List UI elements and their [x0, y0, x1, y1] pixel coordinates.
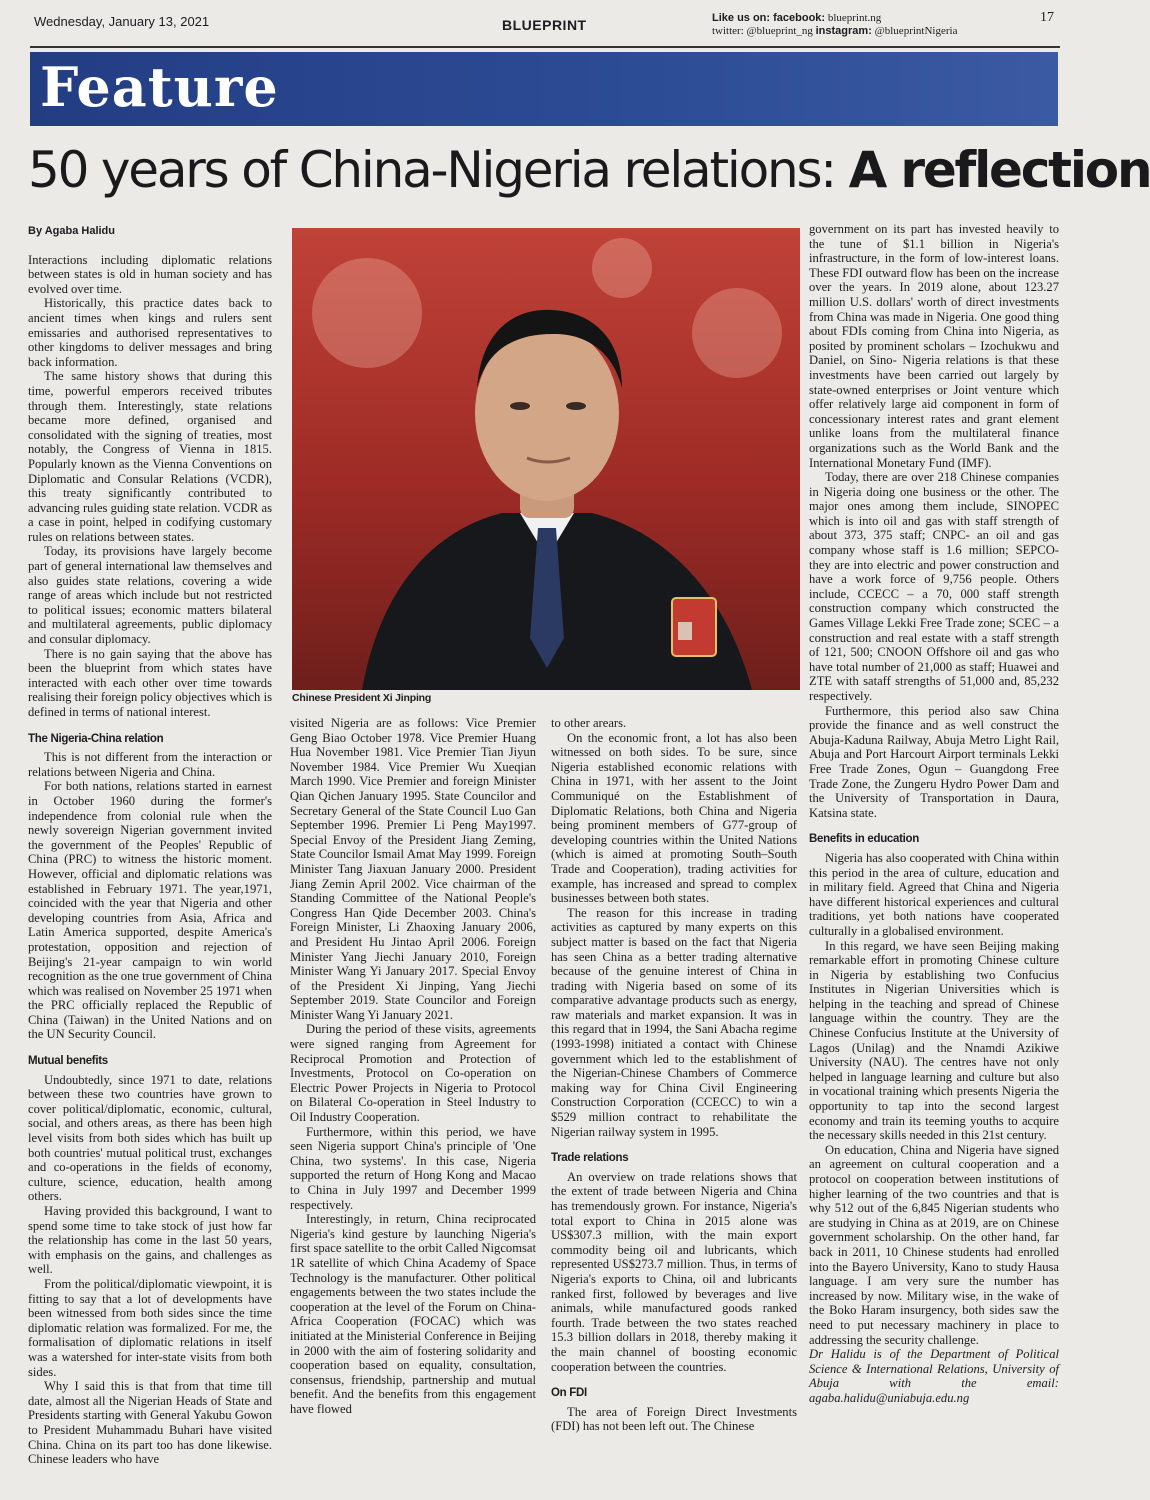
- paragraph: This is not different from the interaction or relations between Nigeria and China.: [28, 750, 272, 779]
- issue-date: Wednesday, January 13, 2021: [34, 14, 210, 29]
- paragraph: There is no gain saying that the above has been the blueprint from which states have interacted with each other over time towards realising their foreign policy objectives which is defined in terms of national interest.: [28, 646, 272, 719]
- subheading: Benefits in education: [809, 833, 919, 846]
- paragraph: Having provided this background, I want to spend some time to take stock of just how far the relationship has come in the last 50 years, with emphasis on the gains, and challenges as well.: [28, 1204, 272, 1277]
- article-column-4: [809, 222, 1059, 1406]
- article-column-2: [290, 716, 536, 1417]
- portrait-illustration: [292, 228, 800, 690]
- masthead-rule: [30, 46, 1060, 48]
- article-column-3: [551, 716, 797, 1434]
- paragraph: In this regard, we have seen Beijing making remarkable effort in promoting Chinese culture in Nigeria by establishing two Confucius Institutes in Nigerian Universities which is helping in the teaching and spread of Chinese language within the country. They are the Chinese Confucius Institute at the University of Lagos (Unilag) and the Nnamdi Azikiwe University (NAU). The centres have not only helped in language learning and culture but also in vocational training which presents Nigeria the opportunity to tap into the second largest economy and train its teeming youths to acquire the necessary skills needed in this 21st century.: [809, 938, 1059, 1143]
- paragraph: Today, its provisions have largely become part of general international law themselves and also guides state relations, covering a wide range of areas which include but not restricted to political issues; economic matters bilateral and multilateral agreements, public diplomacy and consular diplomacy.: [28, 544, 272, 647]
- paragraph: Why I said this is that from that time till date, almost all the Nigerian Heads of State and Presidents starting with General Yakubu Gowon to President Muhammadu Buhari have visited China. China on its part too has done likewise. Chinese leaders who have: [28, 1379, 272, 1467]
- paragraph: For both nations, relations started in earnest in October 1960 during the former's independence from colonial rule when the newly sovereign Nigerian government invited the government of the Peoples' Republic of China (PRC) to witness the historic moment. However, official and diplomatic relations was established in February 1971. The year,1971, coincided with the year that Nigeria and other developing countries from Asia, Africa and Latin America supported, despite America's protestation, opposition and rejection of Beijing's 21-year campaign to win world recognition as the one true government of China which was realised on November 25 1971 when the PRC officially replaced the Republic of China (Taiwan) in the United Nations and on the UN Security Council.: [28, 779, 272, 1042]
- president-photo: [292, 228, 800, 690]
- facebook-label: Like us on: facebook:: [712, 12, 826, 24]
- paragraph: Undoubtedly, since 1971 to date, relations between these two countries have grown to cover political/diplomatic, economic, cultural, social, and others areas, as there has been high level visits from both sides which has built up both countries' mutual political trust, exchanges and co-operations in the fields of economy, culture, science, education, health among others.: [28, 1072, 272, 1204]
- newspaper-name: BLUEPRINT: [502, 17, 587, 33]
- twitter-label: twitter:: [712, 25, 744, 37]
- subheading: Mutual benefits: [28, 1055, 108, 1068]
- section-banner: [30, 52, 1058, 126]
- section-title: Feature: [40, 55, 279, 119]
- paragraph: Nigeria has also cooperated with China within this period in the area of culture, education and in military field. Agreed that China and Nigeria have different historical experiences and cultural traditions, yet both nations have cooperated culturally in a globalised environment.: [809, 850, 1059, 938]
- byline: By Agaba Halidu: [28, 225, 115, 237]
- subheading: Trade relations: [551, 1152, 629, 1165]
- subheading: The Nigeria-China relation: [28, 732, 164, 745]
- paragraph: visited Nigeria are as follows: Vice Premier Geng Biao October 1978. Vice Premier Huang Hua November 1981. Vice Premier Tian Jiyun November 1984. Vice Premier Wu Xueqian March 1990. Vice Premier and foreign Minister Qian Qichen January 1995. State Councilor and Secretary General of the State Council Luo Gan September 1996. Premier Li Peng May1997. Special Envoy of the President Jiang Zeming, State Councilor Ismail Amat May 1999. Foreign Minister Tang Jiaxuan January 2000. President Jiang Zemin April 2002. Vice chairman of the Standing Committee of the National People's Congress Han Qide December 2003. China's Foreign Minister, Li Zhaoxing January 2006, and President Hu Jintao April 2006. Foreign Minister Yang Jiechi January 2010, Foreign Minister Wang Yi January 2017. Special Envoy of the President Xi Jinping, Yang Jiechi September 2019. State Councilor and Foreign Minister Wang Yi January 2021.: [290, 716, 536, 1022]
- paragraph: Interestingly, in return, China reciprocated Nigeria's kind gesture by launching Nigeria's first space satellite to the orbit Called Nigcomsat 1R satellite of which China Academy of Space Technology is the manufacturer. Other political engagements between the two states include the cooperation at the level of the Forum on China-Africa Cooperation (FOCAC) which was initiated at the Ministerial Conference in Beijing in 2000 with the aim of fostering solidarity and cooperation based on equality, consultation, consensus, friendship, partnership and mutual benefit. And the benefits from this engagement have flowed: [290, 1212, 536, 1416]
- paragraph: On the economic front, a lot has also been witnessed on both sides. To be sure, since Nigeria established economic relations with China in 1971, with her assent to the Joint Communiqué on the Establishment of Diplomatic Relations, both China and Nigeria being prominent members of G77-group of developing countries within the United Nations (which is aimed at promoting South–South Trade and Cooperation), trading activities for example, has increased and spread to complex businesses between both states.: [551, 730, 797, 906]
- subheading: On FDI: [551, 1387, 587, 1400]
- paragraph: Historically, this practice dates back to ancient times when kings and rulers sent emissaries and authorised representatives to other kingdoms to deliver messages and bring back information.: [28, 296, 272, 369]
- headline: [28, 134, 1150, 206]
- paragraph: Today, there are over 218 Chinese companies in Nigeria doing one business or the other. The major ones among them include, SINOPEC which is into oil and gas with staff strength of about 373, 375 staff; CNPC- an oil and gas company whose staff is 1.6 million; SEPCO- they are into electric and power construction and have a work force of 9,756 people. Others include, CCECC – a 70, 000 staff strength construction company which constructed the Games Village Lekki Free Trade zone; SCEC – a construction and real estate with a staff strength of 121, 500; CNOON Offshore oil and gas who have total number of 21,000 as staff; Huawei and ZTE with sataff strengths of 51,000 and, 85,232 respectively.: [809, 470, 1059, 703]
- paragraph: Furthermore, this period also saw China provide the finance and as well construct the Abuja-Kaduna Railway, Abuja Metro Light Rail, Abuja and Port Harcourt Airport terminals Lekki Free Trade Zones, Ogun – Guangdong Free Trade Zone, the Zungeru Hydro Power Dam and the University of Transportation in Daura, Katsina state.: [809, 703, 1059, 820]
- article-column-1: [28, 224, 272, 1467]
- paragraph: During the period of these visits, agreements were signed ranging from Agreement for Reciprocal Promotion and Protection of Investments, Protocol on Co-operation on Electric Power Projects in Nigeria to Protocol on Bilateral Co-operation in Steel Industry to Oil Industry Cooperation.: [290, 1022, 536, 1125]
- social-links: [712, 12, 957, 38]
- author-bio: Dr Halidu is of the Department of Political Science & International Relations, University of Abuja with the email: agaba.halidu@uniabuja.edu.ng: [809, 1347, 1059, 1405]
- photo-caption: Chinese President Xi Jinping: [292, 692, 432, 704]
- headline-main: 50 years of China-Nigeria relations:: [28, 141, 849, 199]
- facebook-handle: blueprint.ng: [827, 12, 882, 24]
- paragraph: Interactions including diplomatic relations between states is old in human society and has evolved over time.: [28, 252, 272, 296]
- paragraph: The same history shows that during this time, powerful emperors received tributes through them. Interestingly, state relations became more defined, organised and consolidated with the signing of treaties, most notably, the Congress of Vienna in 1815. Popularly known as the Vienna Conventions on Diplomatic and Consular Relations (VCDR), this treaty significantly contributed to advancing rules guiding state relation. VCDR as a case in point, helped in codifying customary rules on relations between states.: [28, 369, 272, 544]
- paragraph: government on its part has invested heavily to the tune of $1.1 billion in Nigeria's infrastructure, in the form of low-interest loans. These FDI outward flow has been on the increase over the years. In 2019 alone, about 123.27 million U.S. dollars' worth of direct investments from China was made in Nigeria. One good thing about FDIs coming from China into Nigeria, as posited by prominent scholars – Izochukwu and Daniel, on Sino- Nigeria relations is that these investments have been carried out largely by state-owned enterprises or Joint venture which offer relatively large aid component in form of concessionary interest rates and grant element unlike loans from the multilateral finance organizations such as the World Bank and the International Monetary Fund (IMF).: [809, 222, 1059, 470]
- instagram-handle: @blueprintNigeria: [874, 25, 958, 37]
- paragraph: Furthermore, within this period, we have seen Nigeria support China's principle of 'One China, two systems'. In this case, Nigeria supported the return of Hong Kong and Macao to China in July 1997 and December 1999 respectively.: [290, 1124, 536, 1212]
- paragraph: to other arears.: [551, 716, 627, 730]
- headline-emphasis: A reflection: [848, 141, 1150, 199]
- paragraph: On education, China and Nigeria have signed an agreement on cultural cooperation and a protocol on cooperation between institutions of higher learning of the two countries and that is why 512 out of the 6,845 Nigerian students who are studying in China as at 2019, are on Chinese government scholarship. On the other hand, far back in 2011, 10 Chinese students had enrolled into the Bayero University, Kano to study Hausa language. I am very sure the number has increased by now. Military wise, in the wake of the Boko Haram insurgency, both sides saw the need to put necessary machinery in place to addressing the security challenge.: [809, 1142, 1059, 1347]
- paragraph: An overview on trade relations shows that the extent of trade between Nigeria and China has tremendously grown. For instance, Nigeria's total export to China in 2015 alone was US$307.3 million, with the main export commodity being oil and lubricants, which represented US$273.7 million. Thus, in terms of Nigeria's exports to China, oil and lubricants ranked first, followed by beverages and live animals, while manufactured goods ranked fourth. Trade between the two states reached 15.3 billion dollars in 2018, thereby making it the main channel of boosting economic cooperation between the countries.: [551, 1169, 797, 1374]
- twitter-handle: @blueprint_ng: [746, 25, 813, 37]
- page-number: 17: [1040, 10, 1054, 25]
- paragraph: The area of Foreign Direct Investments (FDI) has not been left out. The Chinese: [551, 1404, 797, 1434]
- paragraph: From the political/diplomatic viewpoint, it is fitting to say that a lot of developments have been witnessed from both sides since the time diplomatic relation was formalized. For me, the formalisation of diplomatic relations in itself was a watershed for inter-state visits from both sides.: [28, 1276, 272, 1379]
- paragraph: The reason for this increase in trading activities as captured by many experts on this subject matter is based on the fact that Nigeria has seen China as a better trading alternative because of the genuine interest of China in trading with Nigeria based on some of its comparative advantage products such as energy, raw materials and market expansion. It was in this regard that in 1994, the Sani Abacha regime (1993-1998) initiated a contact with Chinese government which led to the establishment of the Nigerian-Chinese Chambers of Commerce making way for China Civil Engineering Construction Corporation (CCECC) to win a $529 million contract to rehabilitate the Nigerian railway system in 1995.: [551, 905, 797, 1139]
- masthead: [34, 8, 1056, 46]
- instagram-label: instagram:: [815, 25, 872, 37]
